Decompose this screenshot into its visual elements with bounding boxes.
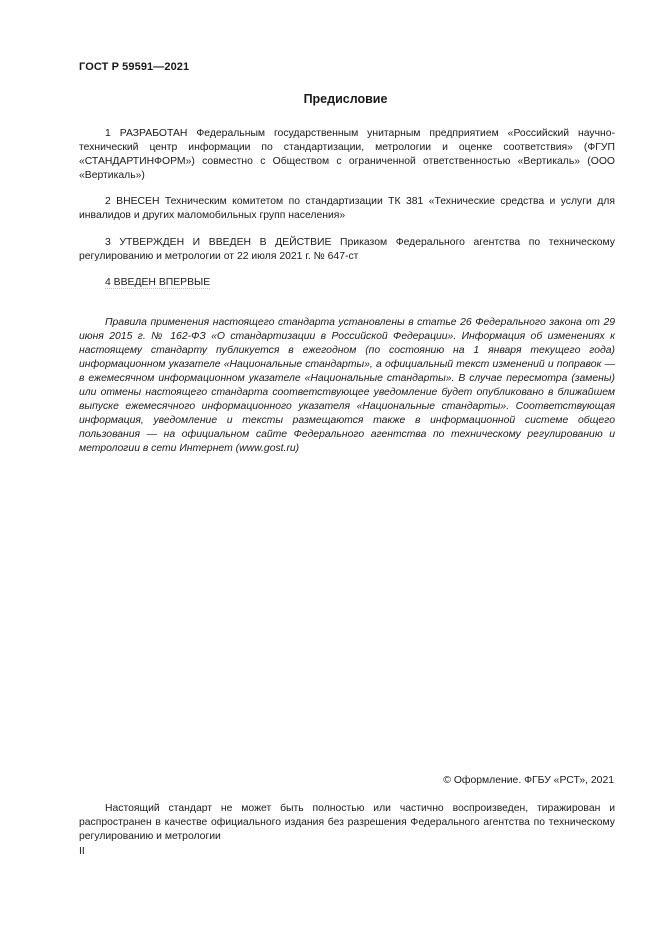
page-title: Предисловие <box>303 92 388 106</box>
document-code: ГОСТ Р 59591—2021 <box>79 61 190 73</box>
application-rules-notice: Правила применения настоящего стандарта установлены в статье 26 Федерального закона от 29 июня 2015 г. № 162-ФЗ «О стандартизации в Российской Федерации». Информация об изменениях к настоящему стандарту публикуется в ежегодном (по состоянию на 1 января текущего года) информационном указателе «Национальные стандарты», а официальный текст изменений и поправок — в ежемесячном информационном указателе «Национальные стандарты». В случае пересмотра (замены) или отмены настоящего стандарта соответствующее уведомление будет опубликовано в ближайшем выпуске ежемесячного информационного указателя «Национальные стандарты». Соответствующая информация, уведомление и тексты размещаются также в информационной системе общего пользования — на официальном сайте Федерального агентства по техническому регулированию и метрологии в сети Интернет (www.gost.ru) <box>79 317 615 454</box>
reproduction-notice: Настоящий стандарт не может быть полностью или частично воспроизведен, тиражирован и распространен в качестве официального издания без разрешения Федерального агентства по техническому регулированию и метрологии <box>79 803 615 842</box>
paragraph-first-introduced-text: 4 ВВЕДЕН ВПЕРВЫЕ <box>105 277 211 288</box>
paragraph-introduced-by: 2 ВНЕСЕН Техническим комитетом по стандартизации ТК 381 «Технические средства и услуги для инвалидов и других маломобильных групп населения» <box>79 196 615 221</box>
page-number: II <box>79 846 85 857</box>
paragraph-developed-by: 1 РАЗРАБОТАН Федеральным государственным унитарным предприятием «Российский научно-технический центр информации по стандартизации, метрологии и оценке соответствия» (ФГУП «СТАНДАРТИНФОРМ») совместно с Обществом с ограниченной ответственностью «Вертикаль» (ООО «Вертикаль») <box>79 128 615 181</box>
copyright-line: © Оформление. ФГБУ «РСТ», 2021 <box>443 775 614 786</box>
paragraph-first-introduced <box>79 276 615 290</box>
paragraph-approved: 3 УТВЕРЖДЕН И ВВЕДЕН В ДЕЙСТВИЕ Приказом Федерального агентства по техническому регулированию и метрологии от 22 июля 2021 г. № 647-ст <box>79 237 615 262</box>
